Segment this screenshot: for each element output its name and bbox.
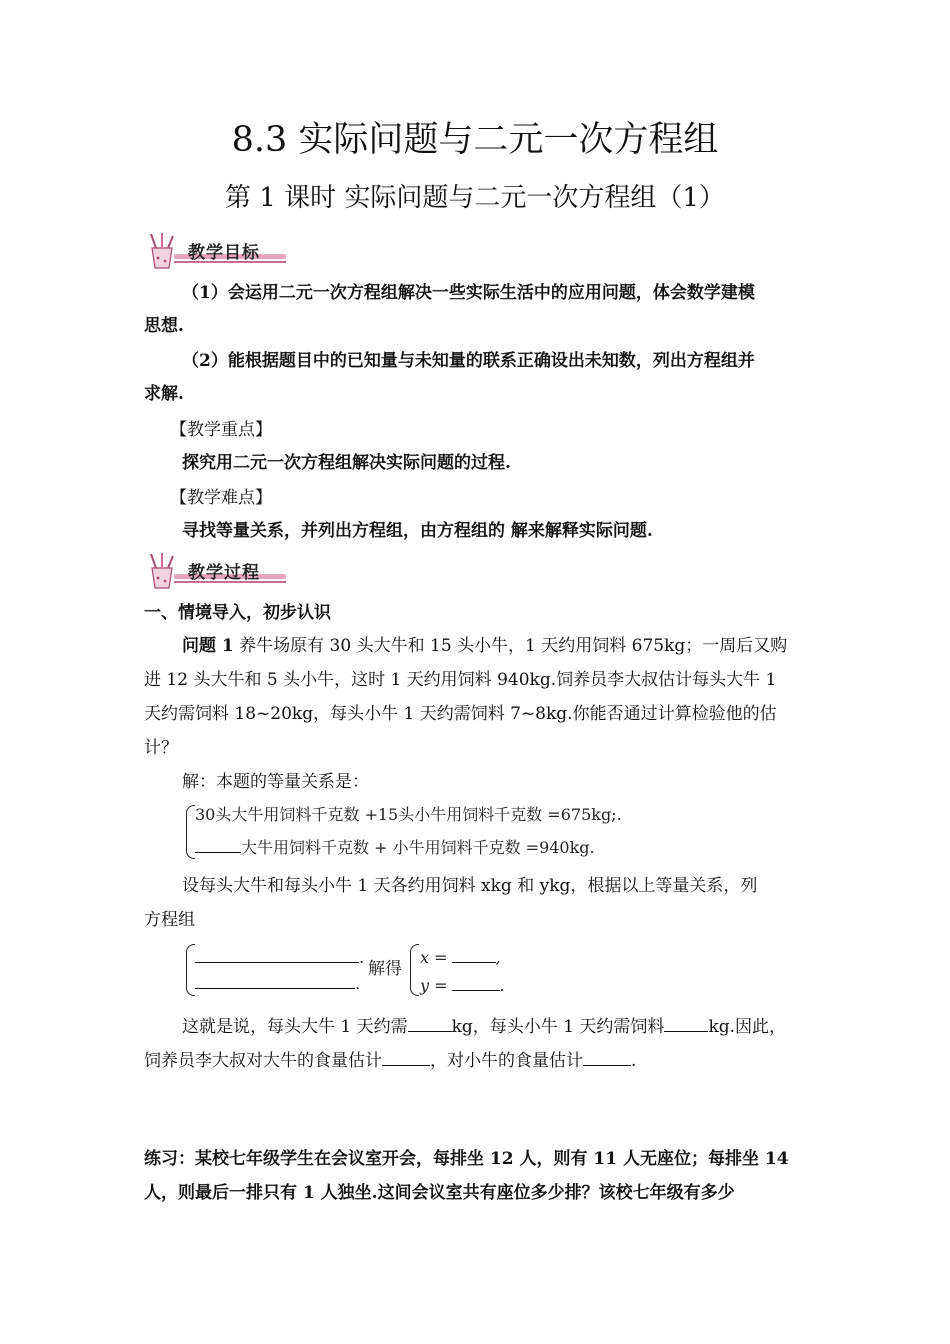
key-point-label: 【教学重点】	[170, 420, 272, 440]
conclusion-line-1	[182, 1013, 786, 1039]
solution-y-label: y =	[420, 976, 448, 995]
problem-1-line-1	[182, 634, 787, 658]
key-point-text: 探究用二元一次方程组解决实际问题的过程.	[182, 453, 511, 473]
conclusion-blank	[408, 1013, 452, 1032]
conclusion-blank	[583, 1047, 631, 1066]
solve-word: 解得	[368, 959, 402, 979]
solution-x-blank	[452, 944, 496, 963]
setup-line-1: 设每头大牛和每头小牛 1 天各约用饲料 xkg 和 ykg，根据以上等量关系，列	[182, 876, 758, 896]
system-blank-1	[195, 944, 359, 963]
system-equation-2: .	[195, 970, 360, 995]
banner-label: 教学目标	[188, 243, 260, 263]
page-title: 8.3 实际问题与二元一次方程组	[231, 120, 719, 160]
goal-2-line-2: 求解.	[144, 384, 184, 404]
setup-line-2: 方程组	[144, 910, 195, 930]
difficulty-label: 【教学难点】	[170, 488, 272, 508]
problem-1-line-4: 计？	[144, 738, 178, 758]
system-equation-1: .	[195, 944, 364, 969]
exercise-line-2: 人，则最后一排只有 1 人独坐.这间会议室共有座位多少排？该校七年级有多少	[144, 1183, 735, 1203]
problem-label: 问题 1	[182, 636, 234, 656]
banner-teaching-process	[144, 552, 294, 592]
equation-1: 30头大牛用饲料千克数 +15头小牛用饲料千克数 =675kg;.	[195, 805, 622, 824]
solution-y: y = .	[420, 972, 505, 997]
goal-1-line-1: （1）会运用二元一次方程组解决一些实际生活中的应用问题，体会数学建模	[182, 283, 755, 303]
problem-1-line-2: 进 12 头大牛和 5 头小牛，这时 1 天约用饲料 940kg.饲养员李大叔估计每头大牛 1	[144, 670, 777, 690]
equation-2	[195, 834, 595, 859]
solution-x: x = ,	[420, 944, 501, 969]
equation-2-text: 大牛用饲料千克数 + 小牛用饲料千克数 =940kg.	[241, 838, 595, 857]
problem-1-line-3: 天约需饲料 18~20kg，每头小牛 1 天约需饲料 7~8kg.你能否通过计算检验他的估	[144, 704, 777, 724]
conclusion-blank	[382, 1047, 430, 1066]
goal-2-line-1: （2）能根据题目中的已知量与未知量的联系正确设出未知数，列出方程组并	[182, 351, 755, 371]
conclusion-text: kg，每头小牛 1 天约需饲料	[451, 1017, 665, 1037]
section-1-heading: 一、情境导入，初步认识	[144, 603, 331, 623]
conclusion-blank	[664, 1013, 708, 1032]
banner-label: 教学过程	[188, 563, 260, 583]
equation-blank	[195, 834, 241, 853]
solution-x-label: x =	[420, 948, 448, 967]
conclusion-text: 饲养员李大叔对大牛的食量估计	[144, 1051, 382, 1071]
conclusion-text: .	[631, 1051, 637, 1071]
system-blank-2	[195, 970, 355, 989]
solution-brace	[410, 944, 419, 996]
solution-intro: 解：本题的等量关系是：	[182, 772, 369, 792]
solution-y-blank	[452, 972, 500, 991]
conclusion-text: kg.因此，	[708, 1017, 787, 1037]
banner-teaching-goals	[144, 232, 294, 272]
conclusion-line-2	[144, 1047, 636, 1073]
difficulty-text: 寻找等量关系，并列出方程组，由方程组的 解来解释实际问题.	[182, 521, 653, 541]
goal-1-line-2: 思想.	[144, 316, 184, 336]
problem-text: 养牛场原有 30 头大牛和 15 头小牛，1 天约用饲料 675kg；一周后又购	[233, 636, 788, 656]
equation-system-brace	[186, 944, 195, 996]
conclusion-text: 这就是说，每头大牛 1 天约需	[182, 1017, 408, 1037]
exercise-line-1: 练习：某校七年级学生在会议室开会，每排坐 12 人，则有 11 人无座位；每排坐 14	[144, 1149, 789, 1169]
page-subtitle: 第 1 课时 实际问题与二元一次方程组（1）	[225, 183, 725, 213]
conclusion-text: ，对小牛的食量估计	[430, 1051, 583, 1071]
equation-brace	[186, 805, 195, 859]
